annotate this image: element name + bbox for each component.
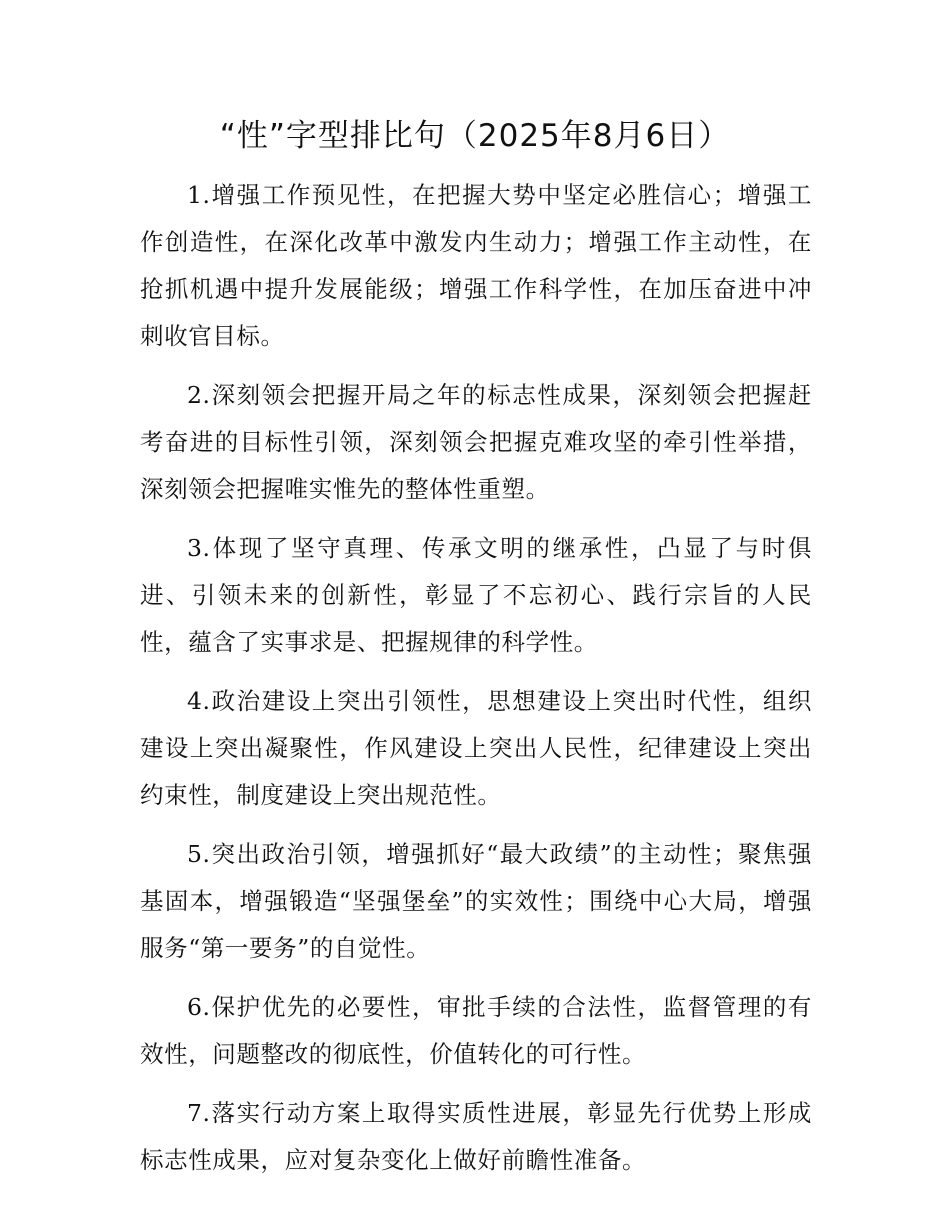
paragraph-2: 2.深刻领会把握开局之年的标志性成果，深刻领会把握赶考奋进的目标性引领，深刻领会把握克难攻坚的牵引性举措，深刻领会把握唯实惟先的整体性重塑。 — [140, 381, 812, 503]
paragraph-7: 7.落实行动方案上取得实质性进展，彰显先行优势上形成标志性成果，应对复杂变化上做好前瞻性准备。 — [140, 1099, 812, 1174]
document-body — [140, 172, 812, 1196]
paragraph-3: 3.体现了坚守真理、传承文明的继承性，凸显了与时俱进、引领未来的创新性，彰显了不忘初心、践行宗旨的人民性，蕴含了实事求是、把握规律的科学性。 — [140, 534, 812, 656]
paragraph-6: 6.保护优先的必要性，审批手续的合法性，监督管理的有效性，问题整改的彻底性，价值转化的可行性。 — [140, 993, 812, 1068]
paragraph-5: 5.突出政治引领，增强抓好“最大政绩”的主动性；聚焦强基固本，增强锻造“坚强堡垒”的实效性；围绕中心大局，增强服务“第一要务”的自觉性。 — [140, 840, 812, 962]
paragraph-1: 1.增强工作预见性，在把握大势中坚定必胜信心；增强工作创造性，在深化改革中激发内生动力；增强工作主动性，在抢抓机遇中提升发展能级；增强工作科学性，在加压奋进中冲刺收官目标。 — [140, 181, 812, 350]
paragraph-4: 4.政治建设上突出引领性，思想建设上突出时代性，组织建设上突出凝聚性，作风建设上突出人民性，纪律建设上突出约束性，制度建设上突出规范性。 — [140, 687, 812, 809]
document-title: “性”字型排比句（2025年8月6日） — [219, 118, 731, 154]
